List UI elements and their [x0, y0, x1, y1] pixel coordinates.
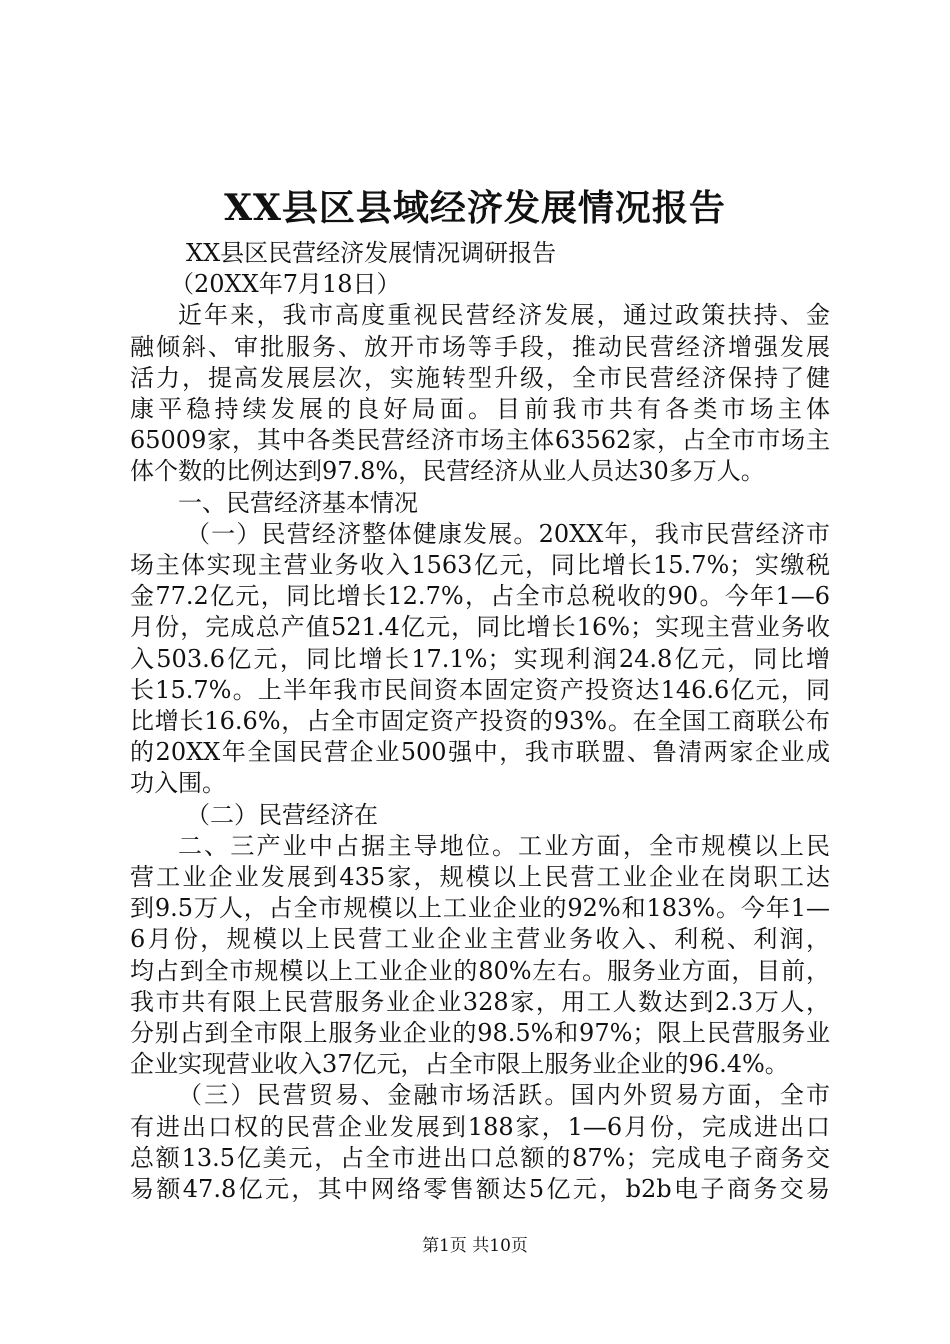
body-line: 有进出口权的民营企业发展到188家，1—6月份，完成进出口: [130, 1112, 830, 1141]
document-title: XX县区县域经济发展情况报告: [224, 187, 726, 229]
body-line: 的20XX年全国民营企业500强中，我市联盟、鲁清两家企业成: [130, 738, 830, 767]
body-line: 企业实现营业收入37亿元，占全市限上服务业企业的96.4%。: [130, 1050, 789, 1079]
body-line: 场主体实现主营业务收入1563亿元，同比增长15.7%；实缴税: [130, 551, 830, 580]
subtitle-line: XX县区民营经济发展情况调研报告: [186, 239, 557, 267]
body-line: 康平稳持续发展的良好局面。目前我市共有各类市场主体: [130, 395, 830, 424]
document-body: [130, 238, 830, 1205]
body-line: （一）民营经济整体健康发展。20XX年，我市民营经济市: [186, 519, 830, 548]
body-line: 融倾斜、审批服务、放开市场等手段，推动民营经济增强发展: [130, 332, 830, 361]
date-line: （20XX年7月18日）: [170, 270, 401, 299]
body-line: 均占到全市规模以上工业企业的80%左右。服务业方面，目前，: [130, 956, 830, 985]
body-line: 活力，提高发展层次，实施转型升级，全市民营经济保持了健: [130, 363, 830, 392]
body-line: 近年来，我市高度重视民营经济发展，通过政策扶持、金: [178, 301, 830, 330]
body-line: 6月份，规模以上民营工业企业主营业务收入、利税、利润，: [130, 925, 830, 954]
body-line: 二、三产业中占据主导地位。工业方面，全市规模以上民: [178, 831, 830, 860]
body-line: 功入围。: [130, 769, 226, 798]
body-line: 长15.7%。上半年我市民间资本固定资产投资达146.6亿元，同: [130, 675, 830, 704]
body-line: 我市共有限上民营服务业企业328家，用工人数达到2.3万人，: [130, 987, 830, 1016]
body-line: 65009家，其中各类民营经济市场主体63562家，占全市市场主: [130, 426, 830, 455]
body-line: 月份，完成总产值521.4亿元，同比增长16%；实现主营业务收: [130, 613, 830, 642]
body-line: （三）民营贸易、金融市场活跃。国内外贸易方面，全市: [178, 1081, 830, 1110]
body-line: 金77.2亿元，同比增长12.7%，占全市总税收的90。今年1—6: [130, 582, 830, 611]
body-line: （二）民营经济在: [186, 800, 378, 829]
body-line: 到9.5万人，占全市规模以上工业企业的92%和183%。今年1—: [130, 894, 830, 923]
body-line: 比增长16.6%，占全市固定资产投资的93%。在全国工商联公布: [130, 707, 830, 736]
body-line: 易额47.8亿元，其中网络零售额达5亿元，b2b电子商务交易: [130, 1175, 830, 1204]
body-line: 总额13.5亿美元，占全市进出口总额的87%；完成电子商务交: [130, 1143, 830, 1172]
section-heading: 一、民营经济基本情况: [178, 488, 418, 517]
body-line: 体个数的比例达到97.8%，民营经济从业人员达30多万人。: [130, 457, 765, 486]
body-line: 分别占到全市限上服务业企业的98.5%和97%；限上民营服务业: [130, 1019, 830, 1048]
body-line: 营工业企业发展到435家，规模以上民营工业企业在岗职工达: [130, 863, 830, 892]
body-line: 入503.6亿元，同比增长17.1%；实现利润24.8亿元，同比增: [130, 644, 830, 673]
page-footer: 第1页 共10页: [422, 1236, 528, 1256]
